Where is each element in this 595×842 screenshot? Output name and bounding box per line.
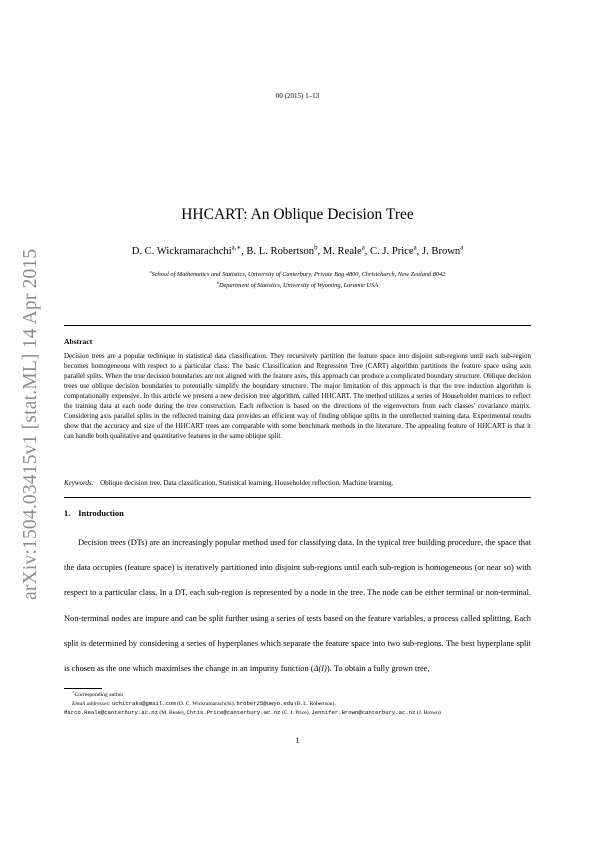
author-list (0, 246, 595, 257)
email-link[interactable]: Marco.Reale@canterbury.ac.nz (64, 708, 158, 716)
abstract-text: Decision trees are a popular technique in statistical data classification. They recursively partition the feature space into disjoint sub-regions until each sub-region becomes homogeneous with respect to a particular class. The basic Classification and Regression Tree (CART) algorithm partitions the feature space using axis parallel splits. When the true decision boundaries are not aligned with the feature axes, this approach can produce a complicated boundary structure. Oblique decision trees use oblique decision boundaries to potentially simplify the boundary structure. The major limitation of this approach is that the tree induction algorithm is computationally expensive. In this article we present a new decision tree algorithm, called HHCART. The method utilizes a series of Householder matrices to reflect the training data at each node during the tree construction. Each reflection is based on the directions of the eigenvectors from each classes' covariance matrix. Considering axis parallel splits in the reflected training data provides an efficient way of finding oblique splits in the unreflected training data. Experimental results show that the accuracy and size of the HHCART trees are comparable with some benchmark methods in the literature. The appealing feature of HHCART is that it can handle both qualitative and quantitative features in the same oblique split. (64, 352, 531, 441)
section-number: 1. (64, 509, 71, 518)
abstract-top-rule (64, 325, 531, 326)
footnotes (64, 692, 531, 718)
introduction-paragraph: Decision trees (DTs) are an increasingly popular method used for classifying data. In the typical tree building procedure, the space that the data occupies (feature space) is iteratively partitioned into disjoint sub-regions until each sub-region is homogeneous (or near so) with respect to a particular class. In a DT, each sub-region is represented by a node in the tree. The node can be either terminal or non-terminal. Non-terminal nodes are impure and can be split further using a series of tests based on the feature variables, a process called splitting. Each split is determined by considering a series of hyperplanes which separate the feature space into two sub-regions. The best hyperplane split is chosen as the one which maximises the change in an impurity function (Δ(I)). To obtain a fully grown tree, (64, 538, 531, 674)
author: J. Brown$^a$ (421, 244, 464, 257)
author: D. C. Wickramarachchi$^{a,∗}$, (131, 244, 247, 257)
corresponding-author-note: ∗Corresponding author (72, 690, 124, 698)
author: C. J. Price$^a$, (370, 244, 422, 257)
paper-title: HHCART: An Oblique Decision Tree (181, 206, 414, 223)
keywords-text: Oblique decision tree, Data classification, Statistical learning, Householder reflection, Machine learning. (100, 479, 394, 487)
journal-line: 00 (2015) 1–13 (275, 92, 320, 100)
page-number: 1 (295, 736, 300, 745)
author: B. L. Robertson$^b$, (246, 244, 323, 257)
abstract-heading: Abstract (64, 337, 93, 346)
footnote-rule (64, 688, 102, 689)
arxiv-identifier-stamp: arXiv:1504.03415v1 [stat.ML] 14 Apr 2015 (20, 248, 41, 600)
email-addresses: Email addresses: uchitraka@gmail.com (D. C. Wickramarachchi), brober25@uwyo.edu (B. L. Robertson), (72, 699, 336, 707)
affiliation-a: $^a$School of Mathematics and Statistics, University of Canterbury, Private Bag 4800, Christchurch, New Zealand 8042 (149, 268, 446, 278)
impurity-math: Δ(I) (313, 664, 327, 674)
email-addresses-continued: Marco.Reale@canterbury.ac.nz (M. Reale), Chris.Price@canterbury.ac.nz (C. J. Price), Jennifer.Brown@canterbury.ac.nz (J. Brown) (64, 708, 441, 716)
section-title: Introduction (78, 509, 124, 518)
keywords (64, 479, 393, 487)
email-link[interactable]: uchitraka@gmail.com (111, 699, 176, 707)
author: M. Reale$^a$, (322, 244, 371, 257)
keywords-label: Keywords: (64, 479, 95, 487)
section-heading (64, 509, 124, 518)
email-link[interactable]: Chris.Price@canterbury.ac.nz (186, 708, 281, 716)
affiliation-b: $^b$Department of Statistics, University of Wyoming, Laramie USA (216, 279, 379, 289)
email-link[interactable]: brober25@uwyo.edu (236, 699, 294, 707)
abstract-bottom-rule (64, 497, 531, 498)
email-link[interactable]: Jennifer.Brown@canterbury.ac.nz (311, 708, 416, 716)
